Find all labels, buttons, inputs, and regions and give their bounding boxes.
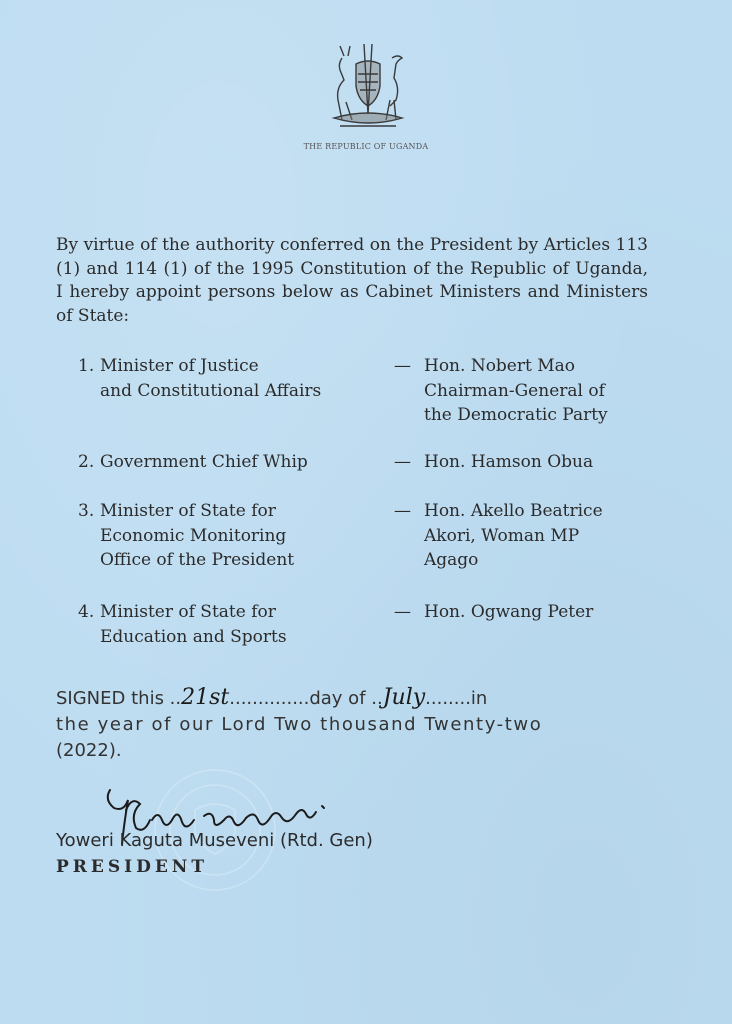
dash: — (394, 602, 411, 622)
appointee-line: Hon. Ogwang Peter (424, 602, 594, 622)
appointee (424, 600, 684, 625)
intro-paragraph: By virtue of the authority conferred on the President by Articles 113 (1) and 114 (1) of the 1995 Constitution of the Republic of Uganda, I hereby appoint persons below as Cabinet Ministers and Ministers of State: (56, 235, 648, 326)
item-number: 1. (78, 356, 95, 376)
office-title (100, 354, 380, 403)
appointee-line: Akori, Woman MP (424, 525, 580, 546)
appointee (424, 499, 684, 573)
dash: — (394, 356, 411, 376)
office-line: Minister of State for (100, 602, 276, 622)
appointee-line: Hon. Hamson Obua (424, 452, 594, 472)
item-number: 3. (78, 501, 95, 521)
signed-line-2: the year of our Lord Two thousand Twenty-two (56, 714, 543, 735)
office-title (100, 600, 380, 649)
office-line: Minister of State for (100, 501, 276, 521)
handwritten-month: July (382, 685, 426, 710)
appointee-line: Hon. Nobert Mao (424, 356, 576, 376)
signatory-name: Yoweri Kaguta Museveni (Rtd. Gen) (56, 830, 373, 851)
office-line: Economic Monitoring (100, 525, 287, 546)
signed-line-1 (56, 685, 648, 712)
office-line: and Constitutional Affairs (100, 380, 322, 401)
dash: — (394, 452, 411, 472)
appointee-line: the Democratic Party (424, 405, 608, 425)
appointee (424, 450, 684, 475)
signed-line-3: (2022). (56, 740, 122, 761)
signed-mid: ..............day of .. (229, 688, 383, 709)
signed-suffix: ........in (425, 688, 488, 709)
office-line: Office of the President (100, 550, 295, 570)
item-number: 2. (78, 452, 95, 472)
office-title (100, 499, 380, 573)
office-line: Education and Sports (100, 626, 287, 647)
office-line: Government Chief Whip (100, 452, 308, 472)
signed-clause (56, 685, 648, 764)
dash: — (394, 501, 411, 521)
signed-prefix: SIGNED this .. (56, 688, 182, 709)
uganda-coat-of-arms-icon (320, 38, 416, 134)
republic-label: THE REPUBLIC OF UGANDA (303, 142, 429, 151)
appointee-line: Agago (424, 550, 479, 570)
handwritten-day: 21st (181, 685, 230, 710)
office-line: Minister of Justice (100, 356, 259, 376)
signatory-title: PRESIDENT (56, 857, 208, 877)
appointee-line: Chairman-General of (424, 380, 605, 401)
appointee (424, 354, 684, 428)
appointee-line: Hon. Akello Beatrice (424, 501, 603, 521)
item-number: 4. (78, 602, 95, 622)
office-title (100, 450, 380, 475)
